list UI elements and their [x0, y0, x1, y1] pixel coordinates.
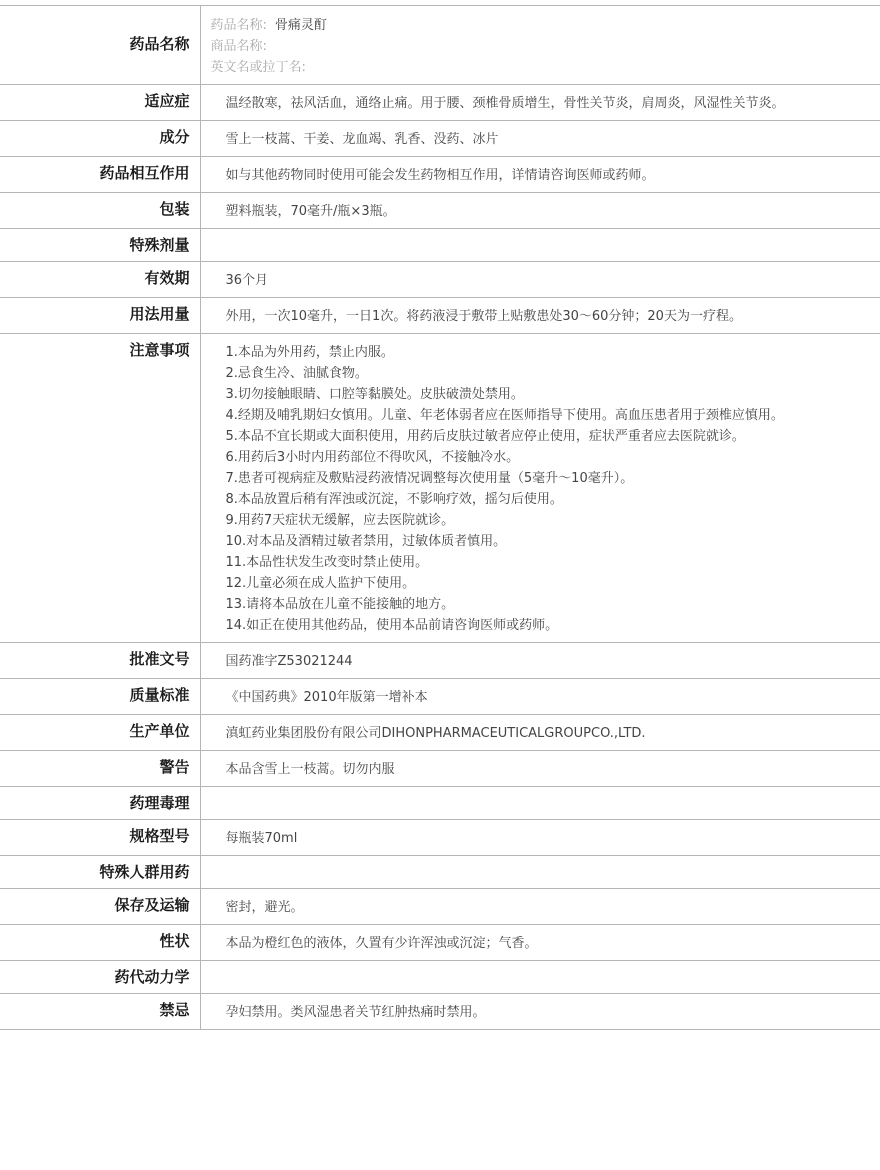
label-special-population: 特殊人群用药: [0, 856, 200, 889]
label-indications: 适应症: [0, 85, 200, 121]
label-pharmacology: 药理毒理: [0, 787, 200, 820]
row-approval-number: [0, 643, 880, 679]
precaution-item: 13.请将本品放在儿童不能接触的地方。: [225, 597, 455, 612]
label-description: 性状: [0, 925, 200, 961]
label-contraindications: 禁忌: [0, 994, 200, 1030]
precaution-item: 3.切勿接触眼睛、口腔等黏膜处。皮肤破溃处禁用。: [225, 387, 524, 402]
row-dosage: [0, 298, 880, 334]
label-drug-name: 药品名称: [0, 6, 200, 85]
value-shelf-life: 36个月: [200, 262, 880, 298]
row-indications: [0, 85, 880, 121]
precaution-item: 1.本品为外用药，禁止内服。: [225, 345, 394, 360]
row-description: [0, 925, 880, 961]
label-precautions: 注意事项: [0, 334, 200, 643]
row-interactions: [0, 157, 880, 193]
generic-name-value: 骨痛灵酊: [274, 18, 327, 33]
label-quality-standard: 质量标准: [0, 679, 200, 715]
value-approval-number: 国药准字Z53021244: [200, 643, 880, 679]
value-packaging: 塑料瓶装，70毫升/瓶×3瓶。: [200, 193, 880, 229]
precaution-item: 8.本品放置后稍有浑浊或沉淀，不影响疗效，摇匀后使用。: [225, 492, 563, 507]
precaution-item: 12.儿童必须在成人监护下使用。: [225, 576, 416, 591]
precaution-item: 9.用药7天症状无缓解，应去医院就诊。: [225, 513, 455, 528]
value-dosage: 外用，一次10毫升，一日1次。将药液浸于敷带上贴敷患处30～60分钟；20天为一疗程。: [200, 298, 880, 334]
precaution-item: 6.用药后3小时内用药部位不得吹风，不接触冷水。: [225, 450, 520, 465]
precaution-item: 11.本品性状发生改变时禁止使用。: [225, 555, 429, 570]
label-approval-number: 批准文号: [0, 643, 200, 679]
row-special-population: [0, 856, 880, 889]
drug-info-table: [0, 5, 880, 1030]
row-contraindications: [0, 994, 880, 1030]
row-precautions: [0, 334, 880, 643]
generic-name-label: 药品名称:: [210, 18, 267, 33]
row-special-dosage: [0, 229, 880, 262]
value-precautions: [200, 334, 880, 643]
row-pharmacokinetics: [0, 961, 880, 994]
precautions-list: [226, 342, 791, 636]
label-ingredients: 成分: [0, 121, 200, 157]
value-manufacturer: 滇虹药业集团股份有限公司DIHONPHARMACEUTICALGROUPCO.,LTD.: [200, 715, 880, 751]
precaution-item: 4.经期及哺乳期妇女慎用。儿童、年老体弱者应在医师指导下使用。高血压患者用于颈椎应慎用。: [225, 408, 784, 423]
row-warning: [0, 751, 880, 787]
value-interactions: 如与其他药物同时使用可能会发生药物相互作用，详情请咨询医师或药师。: [200, 157, 880, 193]
label-pharmacokinetics: 药代动力学: [0, 961, 200, 994]
label-dosage: 用法用量: [0, 298, 200, 334]
value-indications: 温经散寒，祛风活血，通络止痛。用于腰、颈椎骨质增生，骨性关节炎，肩周炎，风湿性关节炎。: [200, 85, 880, 121]
value-special-population: [200, 856, 880, 889]
label-warning: 警告: [0, 751, 200, 787]
row-specification: [0, 820, 880, 856]
label-interactions: 药品相互作用: [0, 157, 200, 193]
row-quality-standard: [0, 679, 880, 715]
value-pharmacology: [200, 787, 880, 820]
value-special-dosage: [200, 229, 880, 262]
row-drug-name: [0, 6, 880, 85]
label-shelf-life: 有效期: [0, 262, 200, 298]
row-shelf-life: [0, 262, 880, 298]
precaution-item: 7.患者可视病症及敷贴浸药液情况调整每次使用量（5毫升～10毫升）。: [225, 471, 634, 486]
value-ingredients: 雪上一枝蒿、干姜、龙血竭、乳香、没药、冰片: [200, 121, 880, 157]
row-packaging: [0, 193, 880, 229]
precaution-item: 10.对本品及酒精过敏者禁用，过敏体质者慎用。: [225, 534, 507, 549]
trade-name-line: [211, 36, 871, 57]
value-contraindications: 孕妇禁用。类风湿患者关节红肿热痛时禁用。: [200, 994, 880, 1030]
precaution-item: 14.如正在使用其他药品，使用本品前请咨询医师或药师。: [225, 618, 559, 633]
value-specification: 每瓶装70ml: [200, 820, 880, 856]
row-pharmacology: [0, 787, 880, 820]
drug-name-block: [200, 6, 880, 85]
precaution-item: 5.本品不宜长期或大面积使用，用药后皮肤过敏者应停止使用，症状严重者应去医院就诊。: [225, 429, 745, 444]
label-manufacturer: 生产单位: [0, 715, 200, 751]
row-ingredients: [0, 121, 880, 157]
english-name-line: [211, 57, 871, 78]
label-packaging: 包装: [0, 193, 200, 229]
row-storage: [0, 889, 880, 925]
value-quality-standard: 《中国药典》2010年版第一增补本: [200, 679, 880, 715]
trade-name-label: 商品名称:: [210, 39, 267, 54]
precaution-item: 2.忌食生冷、油腻食物。: [225, 366, 368, 381]
value-warning: 本品含雪上一枝蒿。切勿内服: [200, 751, 880, 787]
value-storage: 密封，避光。: [200, 889, 880, 925]
label-specification: 规格型号: [0, 820, 200, 856]
label-storage: 保存及运输: [0, 889, 200, 925]
row-manufacturer: [0, 715, 880, 751]
generic-name-line: [211, 15, 871, 36]
value-description: 本品为橙红色的液体，久置有少许浑浊或沉淀；气香。: [200, 925, 880, 961]
english-name-label: 英文名或拉丁名:: [210, 60, 306, 75]
label-special-dosage: 特殊剂量: [0, 229, 200, 262]
value-pharmacokinetics: [200, 961, 880, 994]
